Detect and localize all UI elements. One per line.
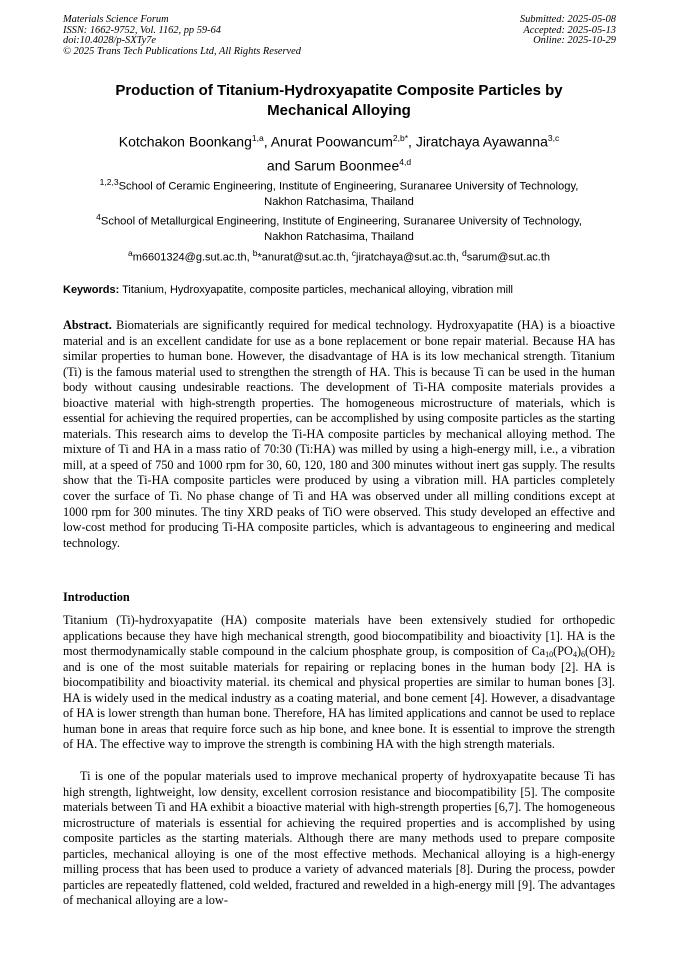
abstract-text: Biomaterials are significantly required for medical technology. Hydroxyapatite (HA) is a bioactive material and is an excellent candidate for use as a bone replacement or bone repair material. Because HA has similar properties to human bone. However, the disadvantage of HA is its low mechanical strength. Titanium (Ti) is the famous material used to strengthen the strength of HA. This is because Ti can be used in the human body without causing undesirable reactions. The development of Ti-HA composite materials provides a bioactive material with high-strength properties. The homogeneous microstructure of materials, which is essential for achieving the required properties, can be accomplished by using composite particles as the starting materials. This research aims to develop the Ti-HA composite particles by mechanical alloying method. The mixture of Ti and HA in a mass ratio of 70:30 (Ti:HA) was milled by using a high-energy mill, i.e., a vibration mill, at a speed of 750 and 1000 rpm for 30, 60, 120, 180 and 300 minutes without inert gas supply. The results show that the Ti-HA composite particles were produced by using a vibration mill. HA particles completely cover the surface of Ti. No phase change of Ti and HA was observed under all milling conditions except at 1000 rpm for 300 minutes. The tiny XRD peaks of TiO were observed. This study developed an effective and low-cost method for producing Ti-HA composite particles, which is advantageous to engineering and medical technology. [63,318,615,550]
subscript: 4 [572,650,577,660]
abstract-label: Abstract. [63,318,112,332]
text-run: and is one of the most suitable materials for repairing or replacing bones in the human body [2]. HA is biocompatibility and bioactivity material. its chemical and physical properties are similar to human bones [3]. HA is widely used in the medical industry as a coating material, and bone cement [4]. However, a disadvantage of HA is lower strength than human bone. Therefore, HA has limited applications and cannot be used to replace human bone in areas that require force such as hip bone, and knee bone. It is essential to improve the strength of HA. The effective way to improve the strength is combining HA with the high strength materials. [63,659,615,752]
author-list [63,128,615,175]
email-list [63,246,615,265]
email-separator: , [246,251,253,264]
author-affiliation-mark: 2,b* [392,133,409,143]
text-run: Ti is one of the popular materials used to improve mechanical property of hydroxyapatite because Ti has high strength, lightweight, low density, excellent corrosion resistance and biocompatibility [5]. The composite materials between Ti and HA exhibit a bioactive material with high-strength properties [6,7]. The homogeneous microstructure of materials is essential for achieving the required properties and is accomplished by using composite particles as the starting materials. Although there are many methods used to prepare composite particles, mechanical alloying is one of the most effective methods. Mechanical alloying is a high-energy milling process that has been used to produce a variety of advanced materials [8]. During the process, powder particles are repeatedly flattened, cold welded, fractured and rewelded in a high-energy mill [9]. The advantages of mechanical alloying are a low- [63,769,615,908]
author-name: and Sarum Boonmee [266,157,400,174]
journal-name: Materials Science Forum [63,14,169,25]
intro-paragraph-2 [63,769,615,909]
email-mark: a [127,248,133,258]
issn-volume: ISSN: 1662-9752, Vol. 1162, pp 59-64 [63,24,221,36]
affiliation-line: School of Ceramic Engineering, Institute of Engineering, Suranaree University of Technology, [118,180,579,193]
email-separator: , [455,251,462,264]
email-mark: c [351,248,357,258]
affiliation-line: Nakhon Ratchasima, Thailand [264,231,414,244]
subscript: 2 [611,650,615,660]
keywords-label: Keywords: [63,284,120,296]
doi: doi:10.4028/p-SXTy7e [63,35,157,47]
copyright: © 2025 Trans Tech Publications Ltd, All Rights Reserved [63,45,301,57]
email-mark: b [252,248,258,258]
text-run: (OH) [585,644,611,659]
author-name: Kotchakon Boonkang [118,133,252,150]
author-affiliation-mark: 1,a [251,133,264,143]
email-separator: , [345,251,352,264]
journal-info [63,15,301,57]
title-line-2: Mechanical Alloying [267,102,411,119]
intro-paragraph-1 [63,613,615,753]
affiliation-mark: 4 [96,212,101,222]
subscript: 6 [581,650,586,660]
paper-title [63,81,615,121]
author-name: Jiratchaya Ayawanna [415,133,548,150]
email-address: jiratchaya@sut.ac.th [356,251,456,264]
affiliation-1 [63,175,615,211]
text-run: (PO [553,644,573,659]
text-run: Titanium (Ti)-hydroxyapatite (HA) composite materials have been extensively studied for orthopedic applications because they have high mechanical strength, good biocompatibility and bioactivity [1]. HA is the most thermodynamically stable compound in the calcium phosphate group, is composition of Ca [63,613,615,659]
accepted-date: Accepted: 2025-05-13 [523,24,616,36]
email-mark: d [462,248,467,258]
online-date: Online: 2025-10-29 [533,35,616,47]
submitted-date: Submitted: 2025-05-08 [519,14,616,25]
email-address: m6601324@g.sut.ac.th [132,251,247,264]
abstract [63,318,615,551]
author-separator: , [263,133,271,150]
email-address: *anurat@sut.ac.th [257,251,346,264]
title-line-1: Production of Titanium-Hydroxyapatite Composite Particles by [115,82,563,99]
author-separator: , [408,133,416,150]
keywords [63,283,615,297]
affiliation-2 [63,210,615,246]
keywords-text: Titanium, Hydroxyapatite, composite particles, mechanical alloying, vibration mill [119,284,513,296]
subscript: 10 [545,650,554,660]
text-run: ) [576,644,582,659]
affiliation-mark: 1,2,3 [99,177,119,187]
affiliation-line: School of Metallurgical Engineering, Institute of Engineering, Suranaree University of Technology, [100,215,582,228]
section-heading-introduction: Introduction [63,590,130,604]
author-affiliation-mark: 3,c [547,133,560,143]
publication-dates [520,15,616,47]
affiliation-line: Nakhon Ratchasima, Thailand [264,196,414,209]
email-address: sarum@sut.ac.th [466,251,551,264]
author-affiliation-mark: 4,d [399,156,412,167]
author-name: Anurat Poowancum [270,133,393,150]
